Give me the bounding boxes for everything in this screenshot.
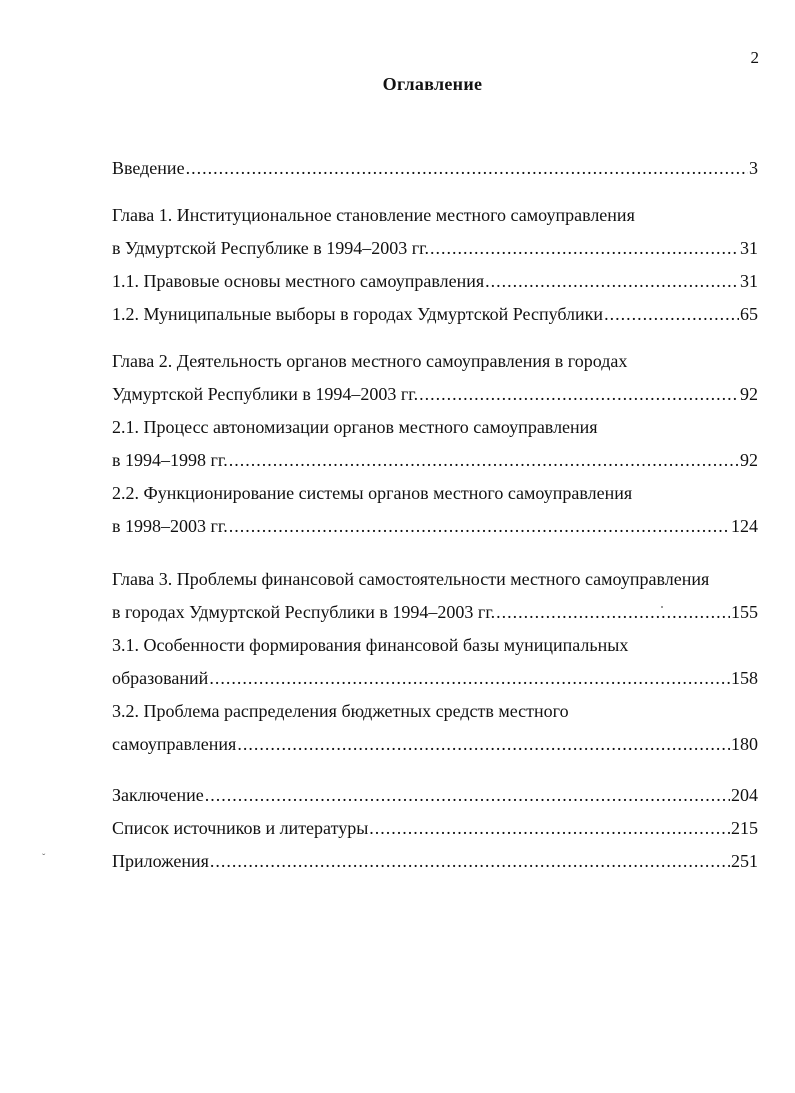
toc-entry-page: 92 <box>740 384 758 404</box>
scan-speck <box>661 606 663 608</box>
toc-entry-page: 251 <box>731 851 758 871</box>
toc-section-2-2-title: 2.2. Функционирование системы органов местного самоуправления <box>112 483 633 503</box>
toc-entry-section-3-2 <box>112 728 758 761</box>
toc-entry-label: 1.1. Правовые основы местного самоуправления <box>112 271 485 291</box>
page-title: Оглавление <box>382 74 483 94</box>
toc-entry-section-1-1 <box>112 265 758 298</box>
dot-leader <box>209 662 730 695</box>
toc-entry-page: 155 <box>731 602 758 622</box>
toc-entry-label: 1.2. Муниципальные выборы в городах Удмуртской Республики <box>112 304 604 324</box>
toc-entry-label: Список источников и литературы <box>112 818 369 838</box>
toc-entry-section-2-2 <box>112 510 758 543</box>
toc-entry-label: Заключение <box>112 785 204 805</box>
toc-section-3-2-title: 3.2. Проблема распределения бюджетных средств местного <box>112 701 569 721</box>
toc-entry-label: в Удмуртской Республике в 1994–2003 гг. <box>112 238 430 258</box>
toc-entry-page: 180 <box>731 734 758 754</box>
dot-leader <box>419 378 739 411</box>
toc-entry-label: Удмуртской Республики в 1994–2003 гг. <box>112 384 419 404</box>
toc-entry-page: 215 <box>731 818 758 838</box>
toc-entry-sources <box>112 812 758 845</box>
dot-leader <box>485 265 739 298</box>
dot-leader <box>369 812 730 845</box>
dot-leader <box>604 298 739 331</box>
toc-entry-section-3-1 <box>112 662 758 695</box>
toc-chapter-1-title: Глава 1. Институциональное становление местного самоуправления <box>112 205 635 225</box>
toc-entry-chapter-2 <box>112 378 758 411</box>
toc-entry-label: в 1994–1998 гг. <box>112 450 228 470</box>
dot-leader <box>229 444 739 477</box>
toc-entry-chapter-1 <box>112 232 758 265</box>
page-number: 2 <box>750 48 759 67</box>
toc-entry-page: 3 <box>749 158 758 178</box>
toc-entry-page: 158 <box>731 668 758 688</box>
dot-leader <box>229 510 730 543</box>
toc-entry-page: 92 <box>740 450 758 470</box>
toc-chapter-2-title: Глава 2. Деятельность органов местного самоуправления в городах <box>112 351 628 371</box>
dot-leader <box>496 596 730 629</box>
toc-entry-appendices <box>112 845 758 878</box>
toc-entry-label: Приложения <box>112 851 209 871</box>
dot-leader <box>430 232 739 265</box>
toc-entry-chapter-3 <box>112 596 758 629</box>
toc-entry-label: образований <box>112 668 209 688</box>
toc-section-2-1-title: 2.1. Процесс автономизации органов местного самоуправления <box>112 417 598 437</box>
dot-leader <box>210 845 730 878</box>
toc-entry-page: 124 <box>731 516 758 536</box>
toc-entry-label: в 1998–2003 гг. <box>112 516 228 536</box>
toc-entry-page: 65 <box>740 304 758 324</box>
toc-entry-page: 31 <box>740 271 758 291</box>
toc-entry-label: самоуправления <box>112 734 237 754</box>
toc-entry-intro <box>112 152 758 185</box>
toc-entry-section-2-1 <box>112 444 758 477</box>
toc-entry-page: 31 <box>740 238 758 258</box>
table-of-contents <box>112 152 758 878</box>
toc-chapter-3-title: Глава 3. Проблемы финансовой самостоятельности местного самоуправления <box>112 569 710 589</box>
toc-entry-label: в городах Удмуртской Республики в 1994–2003 гг. <box>112 602 496 622</box>
toc-entry-section-1-2 <box>112 298 758 331</box>
dot-leader <box>205 779 730 812</box>
scan-mark: ˇ <box>42 853 46 864</box>
toc-section-3-1-title: 3.1. Особенности формирования финансовой базы муниципальных <box>112 635 629 655</box>
dot-leader <box>186 152 748 185</box>
toc-entry-label: Введение <box>112 158 185 178</box>
toc-entry-conclusion <box>112 779 758 812</box>
dot-leader <box>237 728 730 761</box>
toc-entry-page: 204 <box>731 785 758 805</box>
